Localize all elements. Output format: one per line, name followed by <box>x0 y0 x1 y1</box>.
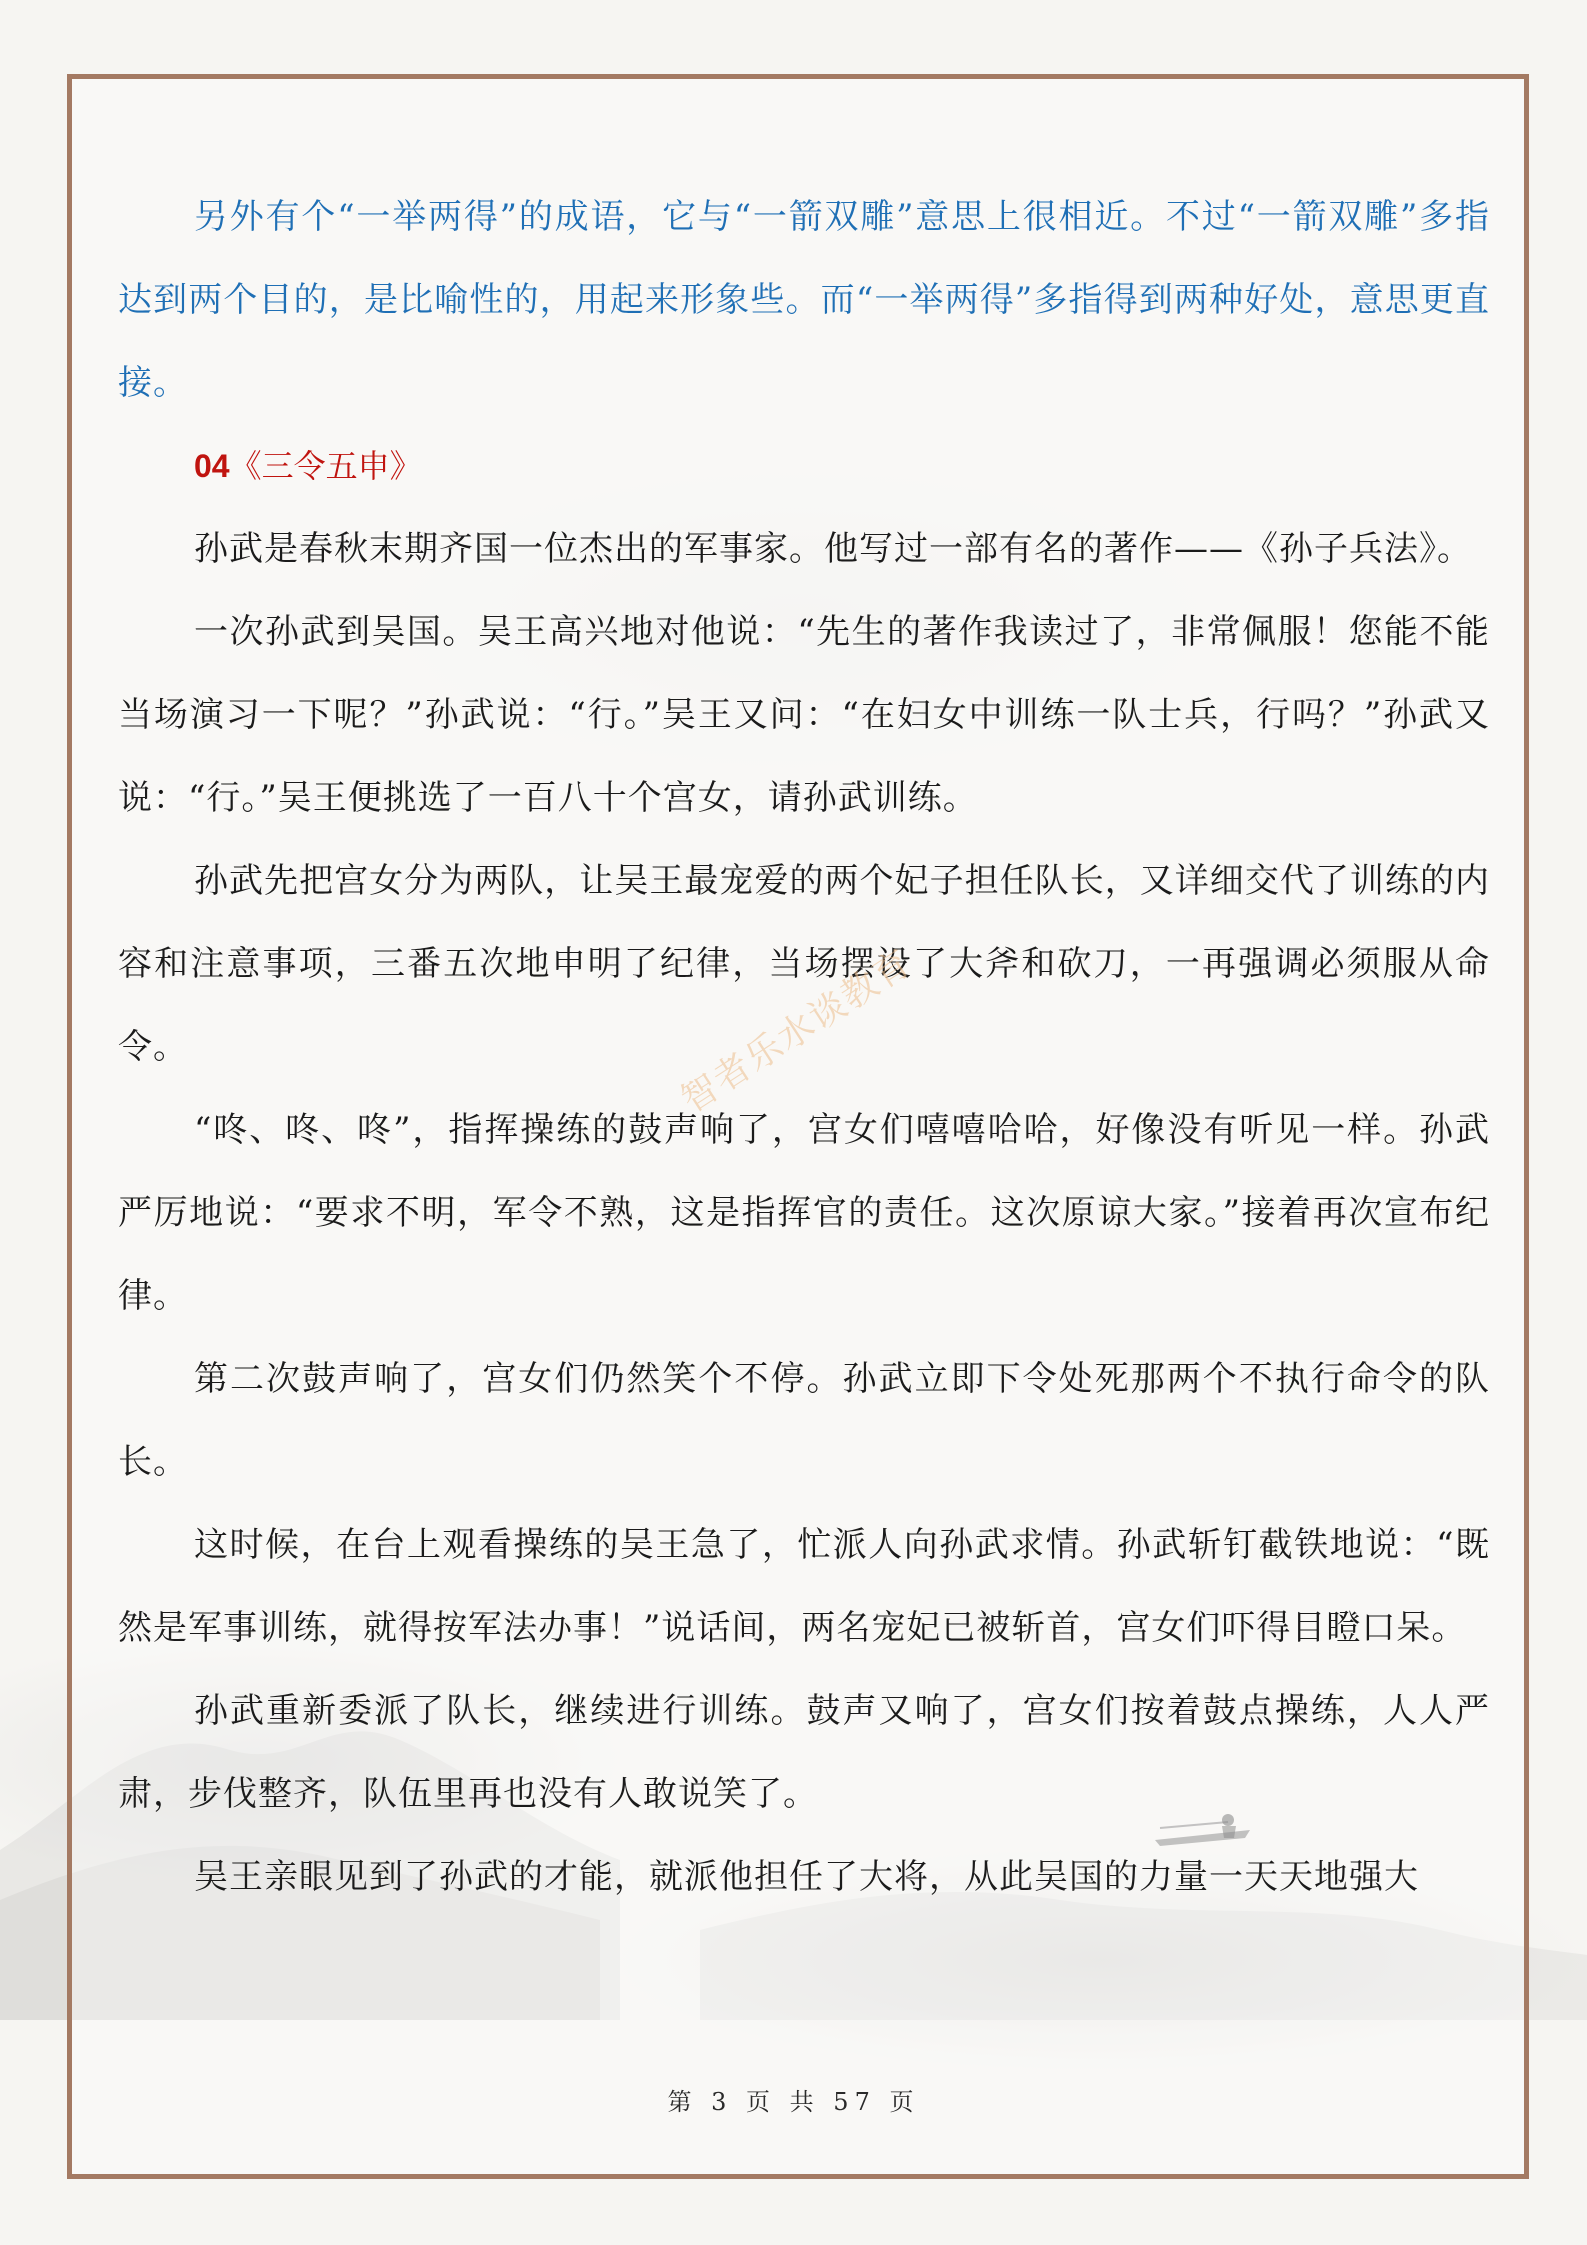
paragraph: 吴王亲眼见到了孙武的才能，就派他担任了大将，从此吴国的力量一天天地强大 <box>194 1857 1419 1897</box>
paragraph: 一次孙武到吴国。吴王高兴地对他说：“先生的著作我读过了，非常佩服！您能不能当场演习一下呢？”孙武说：“行。”吴王又问：“在妇女中训练一队士兵，行吗？”孙武又说：“行。”吴王便挑选了一百八十个宫女，请孙武训练。 <box>118 612 1490 818</box>
section-title: 《三令五申》 <box>229 447 422 485</box>
watermark-text: 智者乐水谈教育 <box>674 941 920 1122</box>
paragraph: 孙武重新委派了队长，继续进行训练。鼓声又响了，宫女们按着鼓点操练，人人严肃，步伐整齐，队伍里再也没有人敢说笑了。 <box>118 1691 1490 1814</box>
section-number: 04 <box>194 448 230 484</box>
paragraph: 孙武是春秋末期齐国一位杰出的军事家。他写过一部有名的著作——《孙子兵法》。 <box>194 529 1472 569</box>
page-number: 第 3 页 共 57 页 <box>667 2088 920 2116</box>
paragraph-yijuliangde: 另外有个“一举两得”的成语，它与“一箭双雕”意思上很相近。不过“一箭双雕”多指达到两个目的，是比喻性的，用起来形象些。而“一举两得”多指得到两种好处，意思更直接。 <box>118 197 1490 403</box>
section-heading <box>118 425 1490 508</box>
paragraph: 第二次鼓声响了，宫女们仍然笑个不停。孙武立即下令处死那两个不执行命令的队长。 <box>118 1359 1490 1482</box>
paragraph: 孙武先把宫女分为两队，让吴王最宠爱的两个妃子担任队长，又详细交代了训练的内容和注意事项，三番五次地申明了纪律，当场摆设了大斧和砍刀，一再强调必须服从命令。 <box>118 861 1490 1067</box>
paragraph: “咚、咚、咚”，指挥操练的鼓声响了，宫女们嘻嘻哈哈，好像没有听见一样。孙武严厉地说：“要求不明，军令不熟，这是指挥官的责任。这次原谅大家。”接着再次宣布纪律。 <box>118 1110 1490 1316</box>
paragraph: 这时候，在台上观看操练的吴王急了，忙派人向孙武求情。孙武斩钉截铁地说：“既然是军事训练，就得按军法办事！”说话间，两名宠妃已被斩首，宫女们吓得目瞪口呆。 <box>118 1525 1490 1648</box>
